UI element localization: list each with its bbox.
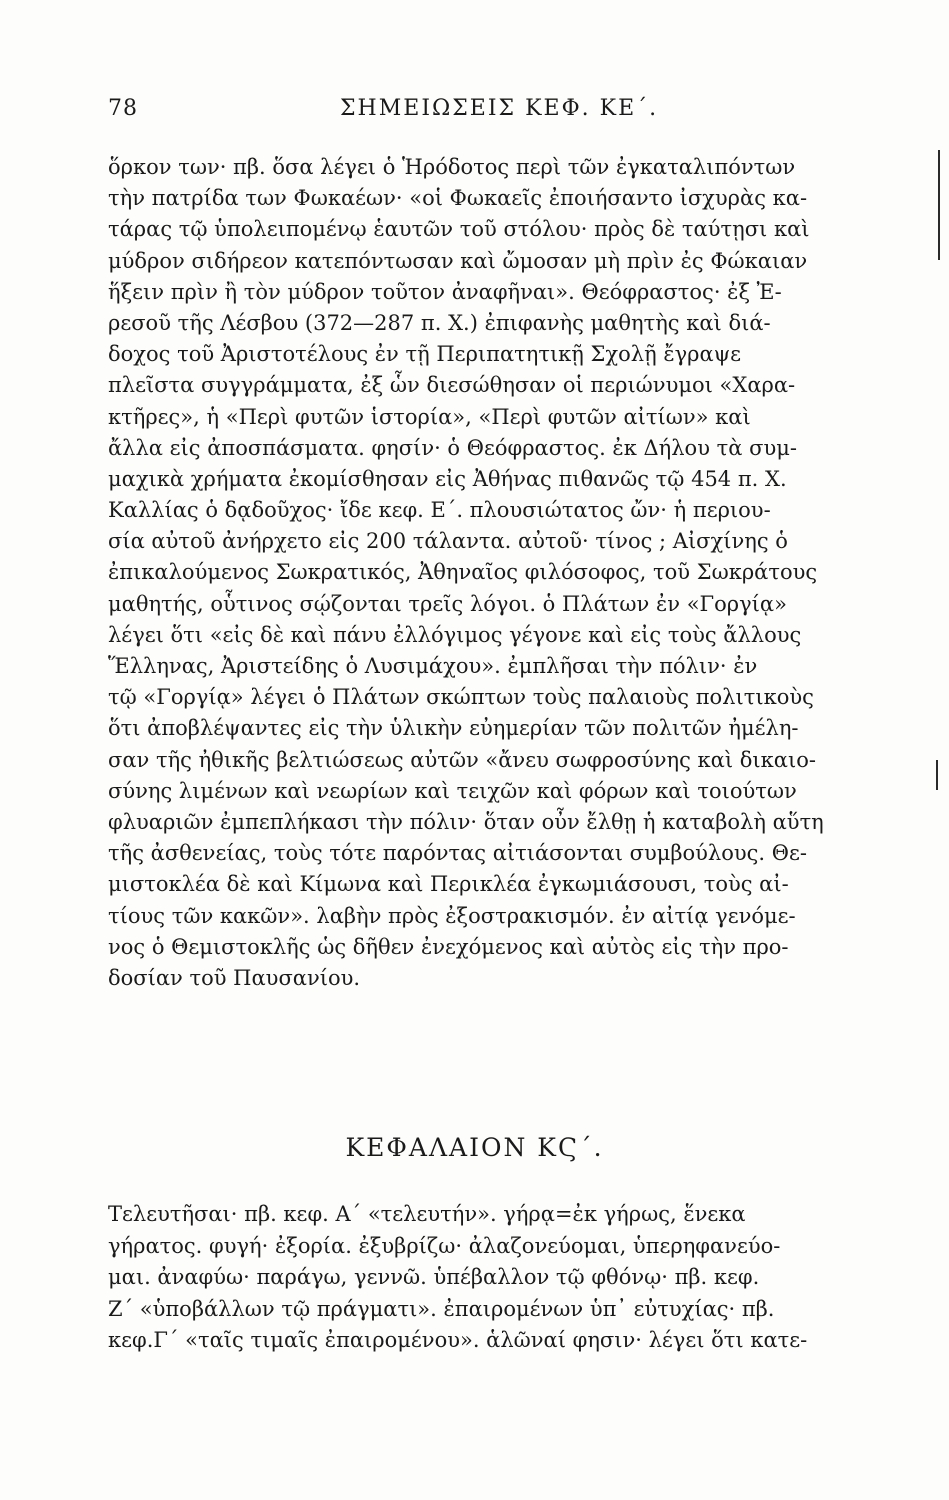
text-line: πλεῖστα συγγράμματα, ἐξ ὧν διεσώθησαν οἱ περιώνυμοι «Χαρα- (108, 373, 796, 398)
page-header (108, 96, 868, 136)
note-line: γήρατος. φυγή· ἐξορία. ἐξυβρίζω· ἀλαζονεύομαι, ὑπερηφανεύο- (108, 1233, 781, 1258)
text-line: τίους τῶν κακῶν». λαβὴν πρὸς ἐξοστρακισμόν. ἐν αἰτίᾳ γενόμε- (108, 903, 796, 928)
text-line: μύδρον σιδήρεον κατεπόντωσαν καὶ ὤμοσαν μὴ πρὶν ἐς Φώκαιαν (108, 248, 808, 273)
text-line: τῷ «Γοργίᾳ» λέγει ὁ Πλάτων σκώπτων τοὺς παλαιοὺς πολιτικοὺς (108, 685, 814, 710)
text-line: νος ὁ Θεμιστοκλῆς ὡς δῆθεν ἐνεχόμενος καὶ αὐτὸς εἰς τὴν προ- (108, 934, 789, 959)
note-line: μαι. ἀναφύω· παράγω, γεννῶ. ὑπέβαλλον τῷ φθόνῳ· πβ. κεφ. (108, 1265, 760, 1289)
text-line: μιστοκλέα δὲ καὶ Κίμωνα καὶ Περικλέα ἐγκωμιάσουσι, τοὺς αἰ- (108, 872, 789, 897)
text-line: ἄλλα εἰς ἀποσπάσματα. φησίν· ὁ Θεόφραστος. ἐκ Δήλου τὰ συμ- (108, 435, 797, 460)
text-line: τῆς ἀσθενείας, τοὺς τότε παρόντας αἰτιάσονται συμβούλους. Θε- (108, 841, 807, 866)
note-line: κεφ.Γ΄ «ταῖς τιμαῖς ἐπαιρομένου». ἁλῶναί φησιν· λέγει ὅτι κατε- (108, 1328, 808, 1352)
text-line: σύνης λιμένων καὶ νεωρίων καὶ τειχῶν καὶ φόρων καὶ τοιούτων (108, 778, 797, 803)
margin-mark (936, 760, 938, 790)
text-line: Καλλίας ὁ δᾳδοῦχος· ἴδε κεφ. Ε΄. πλουσιώτατος ὤν· ἡ περιου- (108, 498, 771, 523)
note-line: Τελευτῆσαι· πβ. κεφ. Α΄ «τελευτήν». γήρᾳ=ἐκ γήρως, ἕνεκα (108, 1202, 746, 1226)
body-text (108, 152, 868, 994)
text-line: δοχος τοῦ Ἀριστοτέλους ἐν τῇ Περιπατητικῇ Σχολῇ ἔγραψε (108, 342, 742, 367)
text-line: δοσίαν τοῦ Παυσανίου. (108, 965, 361, 990)
text-line: ρεσοῦ τῆς Λέσβου (372—287 π. Χ.) ἐπιφανὴς μαθητὴς καὶ διά- (108, 310, 771, 335)
text-line: ἐπικαλούμενος Σωκρατικός, Ἀθηναῖος φιλόσοφος, τοῦ Σωκράτους (108, 560, 818, 585)
text-line: σία αὐτοῦ ἀνήρχετο εἰς 200 τάλαντα. αὐτοῦ· τίνος ; Αἰσχίνης ὁ (108, 529, 788, 554)
page-number: 78 (108, 96, 138, 121)
text-line: ἥξειν πρὶν ἢ τὸν μύδρον τοῦτον ἀναφῆναι». Θεόφραστος· ἐξ Ἐ- (108, 279, 782, 304)
note-line: Ζ΄ «ὑποβάλλων τῷ πράγματι». ἐπαιρομένων ὑπ᾽ εὐτυχίας· πβ. (108, 1296, 775, 1321)
chapter-title: ΚΕΦΑΛΑΙΟΝ ΚϚ΄. (345, 1133, 604, 1162)
text-line: φλυαριῶν ἐμπεπλήκασι τὴν πόλιν· ὅταν οὖν ἔλθῃ ἡ καταβολὴ αὕτη (108, 809, 824, 834)
text-line: τάρας τῷ ὑπολειπομένῳ ἑαυτῶν τοῦ στόλου· πρὸς δὲ ταύτῃσι καὶ (108, 217, 810, 242)
running-head: ΣΗΜΕΙΩΣΕΙΣ ΚΕΦ. ΚΕ΄. (340, 96, 659, 121)
margin-mark (938, 150, 940, 260)
chapter-notes (108, 1199, 868, 1357)
text-line: τὴν πατρίδα των Φωκαέων· «οἱ Φωκαεῖς ἐποιήσαντο ἰσχυρὰς κα- (108, 186, 808, 211)
text-line: μαθητής, οὗτινος σῴζονται τρεῖς λόγοι. ὁ Πλάτων ἐν «Γοργίᾳ» (108, 591, 787, 616)
text-line: μαχικὰ χρήματα ἐκομίσθησαν εἰς Ἀθήνας πιθανῶς τῷ 454 π. Χ. (108, 466, 787, 491)
text-line: ὅτι ἀποβλέψαντες εἰς τὴν ὑλικὴν εὐημερίαν τῶν πολιτῶν ἠμέλη- (108, 716, 799, 741)
text-line: κτῆρες», ἡ «Περὶ φυτῶν ἱστορία», «Περὶ φυτῶν αἰτίων» καὶ (108, 404, 751, 429)
text-line: ὅρκον των· πβ. ὅσα λέγει ὁ Ἡρόδοτος περὶ τῶν ἐγκαταλιπόντων (108, 155, 796, 179)
text-line: λέγει ὅτι «εἰς δὲ καὶ πάνυ ἐλλόγιμος γέγονε καὶ εἰς τοὺς ἄλλους (108, 622, 802, 647)
text-line: Ἕλληνας, Ἀριστείδης ὁ Λυσιμάχου». ἐμπλῆσαι τὴν πόλιν· ἐν (108, 654, 758, 678)
text-line: σαν τῆς ἠθικῆς βελτιώσεως αὐτῶν «ἄνευ σωφροσύνης καὶ δικαιο- (108, 747, 816, 772)
